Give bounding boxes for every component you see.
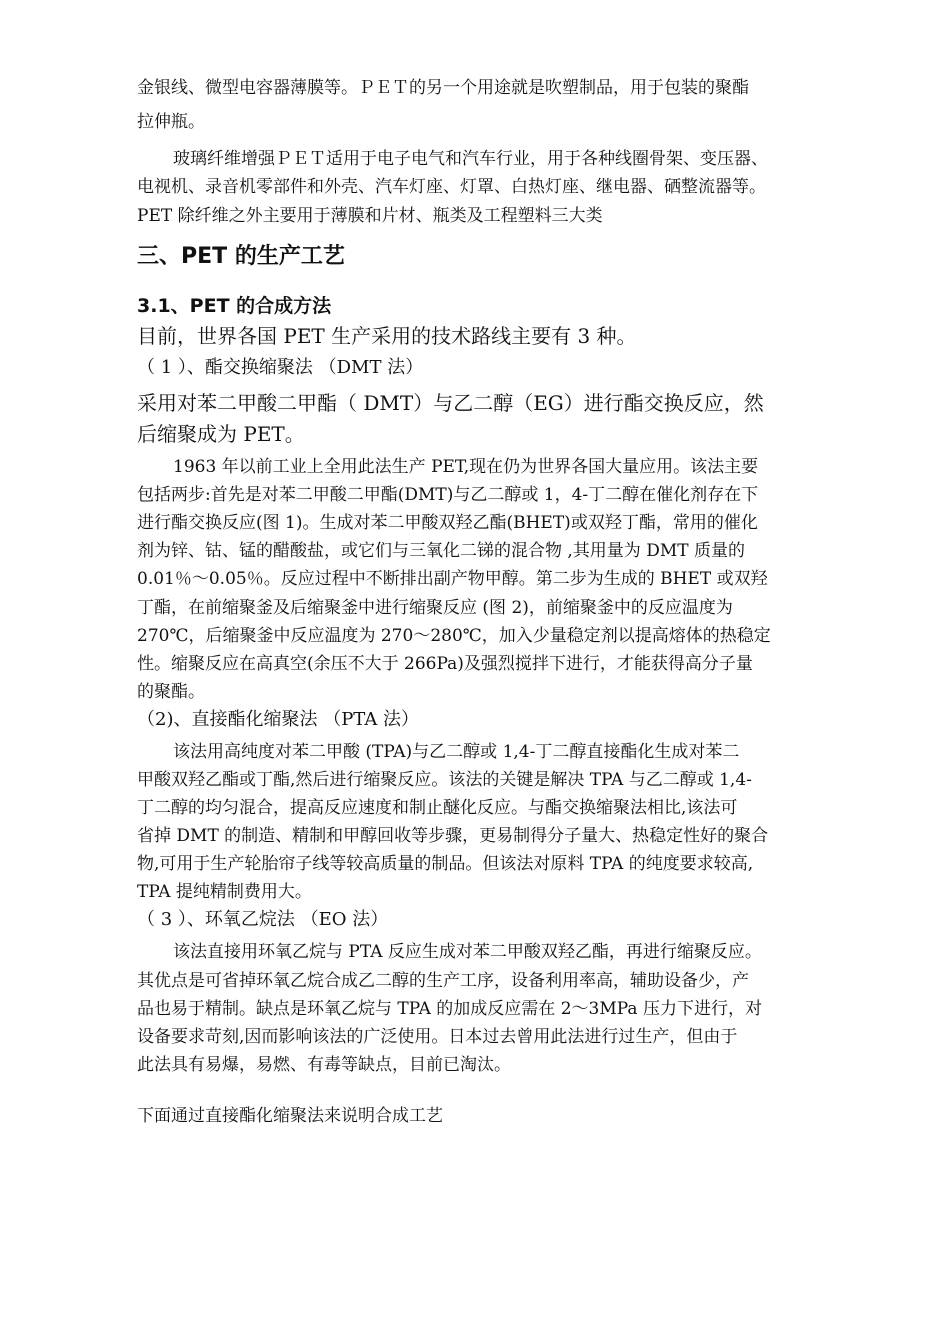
- paragraph-line: 省掉 DMT 的制造、精制和甲醇回收等步骤，更易制得分子量大、热稳定性好的聚合: [137, 826, 769, 846]
- paragraph-line: 物,可用于生产轮胎帘子线等较高质量的制品。但该法对原料 TPA 的纯度要求较高,: [137, 854, 754, 874]
- paragraph-line: 丁酯，在前缩聚釜及后缩聚釜中进行缩聚反应 (图 2)，前缩聚釜中的反应温度为: [137, 598, 733, 618]
- method-heading: （ 1 ）、酯交换缩聚法 （DMT 法）: [137, 357, 424, 378]
- subsection-heading: 3.1、PET 的合成方法: [137, 295, 332, 317]
- paragraph-line: 该法用高纯度对苯二甲酸 (TPA)与乙二醇或 1,4-丁二醇直接酯化生成对苯二: [173, 742, 740, 762]
- paragraph-line: 电视机、录音机零部件和外壳、汽车灯座、灯罩、白热灯座、继电器、硒整流器等。: [137, 177, 766, 197]
- paragraph-line: 品也易于精制。缺点是环氧乙烷与 TPA 的加成反应需在 2～3MPa 压力下进行，对: [137, 999, 762, 1019]
- paragraph-line: 甲酸双羟乙酯或丁酯,然后进行缩聚反应。该法的关键是解决 TPA 与乙二醇或 1,4-: [137, 770, 752, 790]
- paragraph-line: 1963 年以前工业上全用此法生产 PET,现在仍为世界各国大量应用。该法主要: [173, 457, 759, 477]
- paragraph-line: 拉伸瓶。: [137, 112, 205, 132]
- paragraph-line: 丁二醇的均匀混合，提高反应速度和制止醚化反应。与酯交换缩聚法相比,该法可: [137, 798, 738, 818]
- paragraph-line: 目前，世界各国 PET 生产采用的技术路线主要有 3 种。: [137, 324, 637, 348]
- paragraph-line: 包括两步:首先是对苯二甲酸二甲酯(DMT)与乙二醇或 1，4-丁二醇在催化剂存在下: [137, 485, 759, 505]
- paragraph-line: 此法具有易爆，易燃、有毒等缺点，目前已淘汰。: [137, 1055, 511, 1075]
- method-heading: （ 3 ）、环氧乙烷法 （EO 法）: [137, 909, 389, 930]
- paragraph-line: PET 除纤维之外主要用于薄膜和片材、瓶类及工程塑料三大类: [137, 206, 603, 226]
- section-heading: 三、PET 的生产工艺: [137, 244, 345, 269]
- paragraph-line: 后缩聚成为 PET。: [137, 422, 305, 446]
- paragraph-line: 的聚酯。: [137, 682, 205, 702]
- paragraph-line: 该法直接用环氧乙烷与 PTA 反应生成对苯二甲酸双羟乙酯，再进行缩聚反应。: [173, 942, 762, 962]
- method-heading: （2)、直接酯化缩聚法 （PTA 法）: [137, 709, 420, 730]
- paragraph-line: 金银线、微型电容器薄膜等。ＰＥＴ的另一个用途就是吹塑制品，用于包装的聚酯: [137, 78, 749, 98]
- paragraph-line: TPA 提纯精制费用大。: [137, 882, 312, 902]
- paragraph-line: 性。缩聚反应在高真空(余压不大于 266Pa)及强烈搅拌下进行，才能获得高分子量: [137, 654, 753, 674]
- paragraph-line: 采用对苯二甲酸二甲酯（ DMT）与乙二醇（EG）进行酯交换反应，然: [137, 391, 764, 415]
- paragraph-line: 270℃，后缩聚釜中反应温度为 270～280℃，加入少量稳定剂以提高熔体的热稳定: [137, 626, 771, 646]
- paragraph-line: 下面通过直接酯化缩聚法来说明合成工艺: [137, 1106, 443, 1126]
- paragraph-line: 设备要求苛刻,因而影响该法的广泛使用。日本过去曾用此法进行过生产，但由于: [137, 1027, 738, 1047]
- paragraph-line: 其优点是可省掉环氧乙烷合成乙二醇的生产工序，设备利用率高，辅助设备少，产: [137, 971, 749, 991]
- paragraph-line: 玻璃纤维增强ＰＥＴ适用于电子电气和汽车行业，用于各种线圈骨架、变压器、: [173, 149, 768, 169]
- paragraph-line: 0.01％～0.05％。反应过程中不断排出副产物甲醇。第二步为生成的 BHET 或双羟: [137, 569, 768, 589]
- paragraph-line: 进行酯交换反应(图 1)。生成对苯二甲酸双羟乙酯(BHET)或双羟丁酯，常用的催化: [137, 513, 758, 533]
- paragraph-line: 剂为锌、钴、锰的醋酸盐，或它们与三氧化二锑的混合物 ,其用量为 DMT 质量的: [137, 541, 745, 561]
